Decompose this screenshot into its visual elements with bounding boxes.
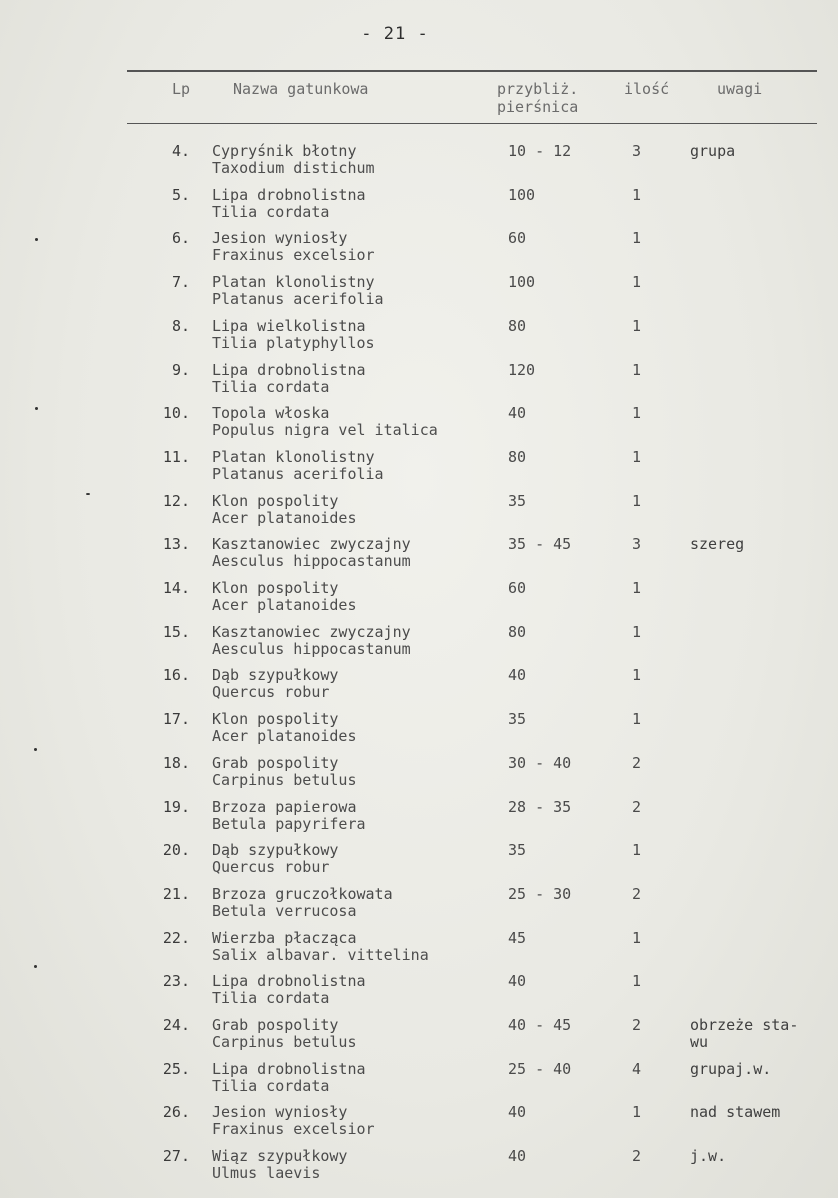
- latin-name: Acer platanoides: [212, 509, 357, 527]
- species-names: [212, 536, 502, 570]
- table-row: [0, 1148, 838, 1192]
- polish-name: Klon pospolity: [212, 579, 339, 597]
- approx-diameter: 80: [508, 448, 527, 466]
- row-number: 21.: [162, 885, 190, 903]
- species-names: [212, 405, 502, 439]
- approx-diameter: 40: [508, 1103, 527, 1121]
- species-names: [212, 799, 502, 833]
- table-row: [0, 536, 838, 580]
- table-row: [0, 667, 838, 711]
- table-row: [0, 405, 838, 449]
- header-quantity: ilość: [624, 80, 670, 98]
- row-number: 16.: [162, 666, 190, 684]
- paper-speck: [35, 238, 38, 241]
- polish-name: Brzoza papierowa: [212, 798, 357, 816]
- latin-name: Tilia platyphyllos: [212, 334, 375, 352]
- species-names: [212, 1148, 502, 1182]
- approx-diameter: 100: [508, 273, 536, 291]
- quantity: 1: [632, 710, 642, 728]
- species-names: [212, 755, 502, 789]
- approx-diameter: 80: [508, 623, 527, 641]
- polish-name: Jesion wyniosły: [212, 229, 348, 247]
- species-names: [212, 842, 502, 876]
- quantity: 1: [632, 186, 642, 204]
- row-number: 12.: [162, 492, 190, 510]
- species-names: [212, 973, 502, 1007]
- row-number: 17.: [162, 710, 190, 728]
- polish-name: Jesion wyniosły: [212, 1103, 348, 1121]
- species-names: [212, 1017, 502, 1051]
- row-number: 4.: [171, 142, 190, 160]
- quantity: 3: [632, 142, 642, 160]
- polish-name: Kasztanowiec zwyczajny: [212, 623, 411, 641]
- polish-name: Lipa wielkolistna: [212, 317, 366, 335]
- quantity: 1: [632, 579, 642, 597]
- approx-diameter: 25 - 30: [508, 885, 572, 903]
- row-number: 9.: [171, 361, 190, 379]
- row-number: 26.: [162, 1103, 190, 1121]
- latin-name: Taxodium distichum: [212, 159, 375, 177]
- approx-diameter: 35: [508, 710, 527, 728]
- latin-name: Ulmus laevis: [212, 1164, 321, 1182]
- row-number: 20.: [162, 841, 190, 859]
- table-row: [0, 362, 838, 406]
- table-row: [0, 1061, 838, 1105]
- polish-name: Kasztanowiec zwyczajny: [212, 535, 411, 553]
- polish-name: Dąb szypułkowy: [212, 841, 339, 859]
- species-names: [212, 711, 502, 745]
- species-names: [212, 274, 502, 308]
- row-number: 24.: [162, 1016, 190, 1034]
- quantity: 1: [632, 229, 642, 247]
- header-notes: uwagi: [717, 80, 763, 98]
- row-number: 14.: [162, 579, 190, 597]
- quantity: 1: [632, 448, 642, 466]
- row-number: 11.: [162, 448, 190, 466]
- species-names: [212, 667, 502, 701]
- paper-speck: [35, 407, 38, 410]
- row-number: 7.: [171, 273, 190, 291]
- table-row: [0, 755, 838, 799]
- latin-name: Tilia cordata: [212, 378, 330, 396]
- approx-diameter: 60: [508, 579, 527, 597]
- species-names: [212, 886, 502, 920]
- row-number: 6.: [171, 229, 190, 247]
- table-row: [0, 143, 838, 187]
- polish-name: Grab pospolity: [212, 754, 339, 772]
- polish-name: Platan klonolistny: [212, 448, 375, 466]
- approx-diameter: 40: [508, 404, 527, 422]
- row-number: 10.: [162, 404, 190, 422]
- latin-name: Carpinus betulus: [212, 1033, 357, 1051]
- latin-name: Fraxinus excelsior: [212, 246, 375, 264]
- quantity: 4: [632, 1060, 642, 1078]
- approx-diameter: 28 - 35: [508, 798, 572, 816]
- table-row: [0, 799, 838, 843]
- header-species-name: Nazwa gatunkowa: [233, 80, 369, 98]
- species-names: [212, 930, 502, 964]
- quantity: 1: [632, 929, 642, 947]
- quantity: 1: [632, 361, 642, 379]
- table-row: [0, 318, 838, 362]
- quantity: 1: [632, 317, 642, 335]
- table-row: [0, 930, 838, 974]
- latin-name: Betula papyrifera: [212, 815, 366, 833]
- quantity: 1: [632, 404, 642, 422]
- species-names: [212, 449, 502, 483]
- polish-name: Cypryśnik błotny: [212, 142, 357, 160]
- polish-name: Lipa drobnolistna: [212, 361, 366, 379]
- row-number: 27.: [162, 1147, 190, 1165]
- species-names: [212, 1061, 502, 1095]
- paper-speck: [34, 748, 37, 751]
- latin-name: Tilia cordata: [212, 203, 330, 221]
- page-number: - 21 -: [361, 24, 429, 44]
- quantity: 2: [632, 798, 642, 816]
- row-number: 18.: [162, 754, 190, 772]
- species-names: [212, 362, 502, 396]
- polish-name: Brzoza gruczołkowata: [212, 885, 393, 903]
- latin-name: Salix albavar. vittelina: [212, 946, 429, 964]
- notes: obrzeże sta- wu: [690, 1016, 799, 1051]
- latin-name: Platanus acerifolia: [212, 465, 384, 483]
- species-names: [212, 187, 502, 221]
- approx-diameter: 40 - 45: [508, 1016, 572, 1034]
- quantity: 1: [632, 666, 642, 684]
- quantity: 1: [632, 492, 642, 510]
- table-row: [0, 624, 838, 668]
- polish-name: Topola włoska: [212, 404, 330, 422]
- latin-name: Carpinus betulus: [212, 771, 357, 789]
- approx-diameter: 35: [508, 492, 527, 510]
- latin-name: Fraxinus excelsior: [212, 1120, 375, 1138]
- table-row: [0, 973, 838, 1017]
- quantity: 3: [632, 535, 642, 553]
- approx-diameter: 35: [508, 841, 527, 859]
- notes: szereg: [690, 535, 745, 553]
- approx-diameter: 120: [508, 361, 536, 379]
- table-row: [0, 274, 838, 318]
- table-row: [0, 1104, 838, 1148]
- polish-name: Dąb szypułkowy: [212, 666, 339, 684]
- approx-diameter: 60: [508, 229, 527, 247]
- row-number: 22.: [162, 929, 190, 947]
- approx-diameter: 30 - 40: [508, 754, 572, 772]
- quantity: 2: [632, 885, 642, 903]
- polish-name: Platan klonolistny: [212, 273, 375, 291]
- quantity: 1: [632, 1103, 642, 1121]
- latin-name: Betula verrucosa: [212, 902, 357, 920]
- quantity: 1: [632, 841, 642, 859]
- latin-name: Acer platanoides: [212, 596, 357, 614]
- latin-name: Acer platanoides: [212, 727, 357, 745]
- notes: nad stawem: [690, 1103, 781, 1121]
- quantity: 2: [632, 754, 642, 772]
- row-number: 15.: [162, 623, 190, 641]
- quantity: 2: [632, 1016, 642, 1034]
- header-approx-diameter: przybliż. pierśnica: [497, 80, 579, 116]
- approx-diameter: 40: [508, 1147, 527, 1165]
- species-names: [212, 580, 502, 614]
- approx-diameter: 25 - 40: [508, 1060, 572, 1078]
- table-row: [0, 886, 838, 930]
- approx-diameter: 80: [508, 317, 527, 335]
- table-row: [0, 580, 838, 624]
- notes: grupa: [690, 142, 736, 160]
- latin-name: Tilia cordata: [212, 989, 330, 1007]
- species-names: [212, 230, 502, 264]
- polish-name: Wiąz szypułkowy: [212, 1147, 348, 1165]
- table-row: [0, 230, 838, 274]
- polish-name: Klon pospolity: [212, 710, 339, 728]
- polish-name: Lipa drobnolistna: [212, 1060, 366, 1078]
- species-names: [212, 318, 502, 352]
- polish-name: Wierzba płacząca: [212, 929, 357, 947]
- quantity: 1: [632, 623, 642, 641]
- paper-speck: [86, 493, 90, 495]
- approx-diameter: 45: [508, 929, 527, 947]
- table-row: [0, 187, 838, 231]
- polish-name: Grab pospolity: [212, 1016, 339, 1034]
- notes: grupaj.w.: [690, 1060, 772, 1078]
- table-row: [0, 449, 838, 493]
- approx-diameter: 40: [508, 972, 527, 990]
- latin-name: Quercus robur: [212, 683, 330, 701]
- species-names: [212, 1104, 502, 1138]
- species-names: [212, 624, 502, 658]
- latin-name: Aesculus hippocastanum: [212, 640, 411, 658]
- quantity: 2: [632, 1147, 642, 1165]
- latin-name: Populus nigra vel italica: [212, 421, 438, 439]
- row-number: 23.: [162, 972, 190, 990]
- row-number: 5.: [171, 186, 190, 204]
- row-number: 13.: [162, 535, 190, 553]
- notes: j.w.: [690, 1147, 727, 1165]
- polish-name: Klon pospolity: [212, 492, 339, 510]
- approx-diameter: 100: [508, 186, 536, 204]
- row-number: 19.: [162, 798, 190, 816]
- row-number: 8.: [171, 317, 190, 335]
- header-lp: Lp: [172, 80, 191, 98]
- table-row: [0, 1017, 838, 1061]
- approx-diameter: 10 - 12: [508, 142, 572, 160]
- species-names: [212, 493, 502, 527]
- latin-name: Quercus robur: [212, 858, 330, 876]
- table-row: [0, 711, 838, 755]
- table-row: [0, 493, 838, 537]
- latin-name: Tilia cordata: [212, 1077, 330, 1095]
- row-number: 25.: [162, 1060, 190, 1078]
- latin-name: Platanus acerifolia: [212, 290, 384, 308]
- quantity: 1: [632, 273, 642, 291]
- species-names: [212, 143, 502, 177]
- polish-name: Lipa drobnolistna: [212, 972, 366, 990]
- paper-speck: [34, 965, 37, 968]
- approx-diameter: 35 - 45: [508, 535, 572, 553]
- table-row: [0, 842, 838, 886]
- polish-name: Lipa drobnolistna: [212, 186, 366, 204]
- latin-name: Aesculus hippocastanum: [212, 552, 411, 570]
- quantity: 1: [632, 972, 642, 990]
- approx-diameter: 40: [508, 666, 527, 684]
